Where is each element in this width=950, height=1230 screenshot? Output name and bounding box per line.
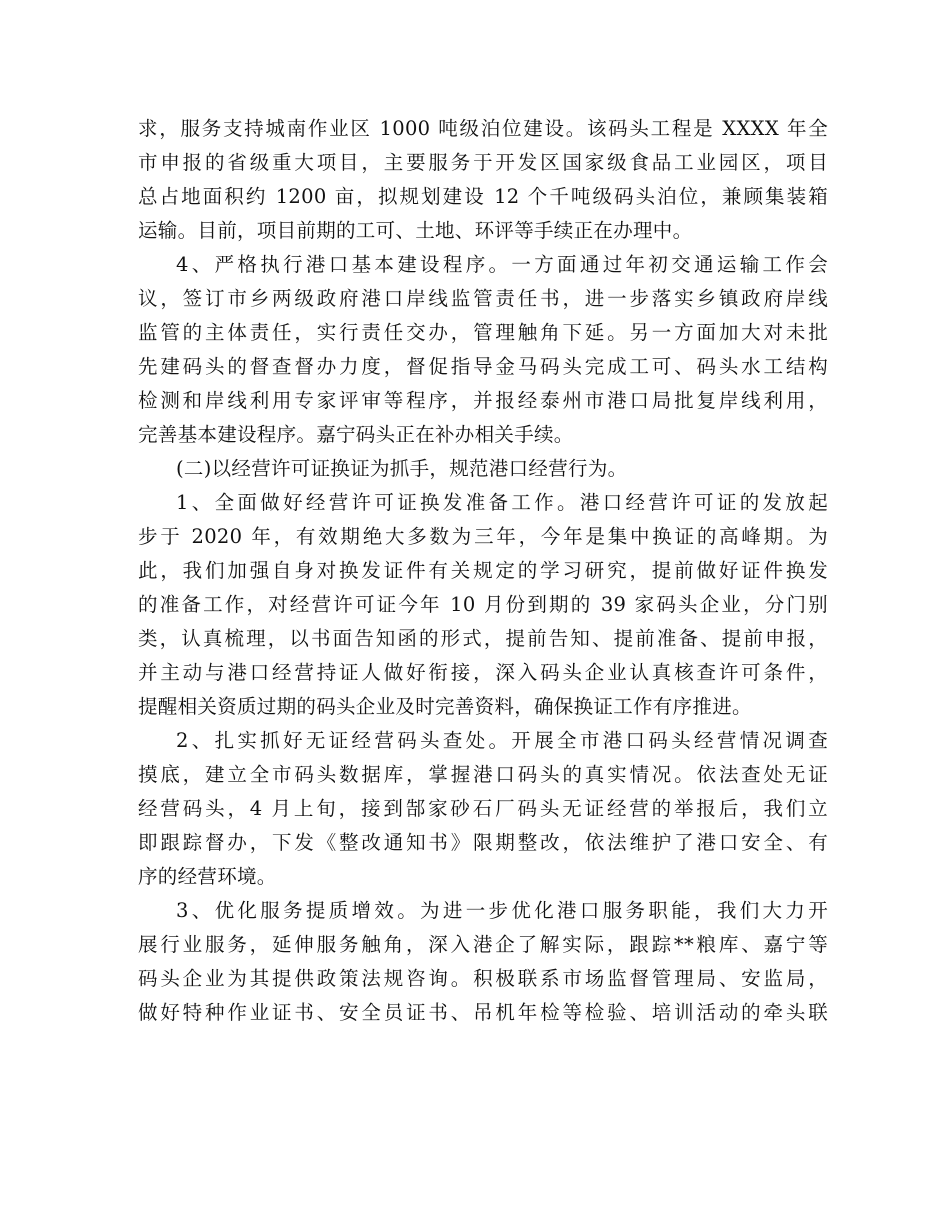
text-line: 此，我们加强自身对换发证件有关规定的学习研究，提前做好证件换发	[138, 559, 828, 582]
text-line: 监管的主体责任，实行责任交办，管理触角下延。另一方面加大对未批	[138, 321, 828, 344]
text-line: 步于 2020 年，有效期绝大多数为三年，今年是集中换证的高峰期。为	[138, 525, 828, 548]
text-line: 码头企业为其提供政策法规咨询。积极联系市场监督管理局、安监局，	[138, 967, 828, 990]
text-line: 序的经营环境。	[138, 865, 277, 888]
text-line: 总占地面积约 1200 亩，拟规划建设 12 个千吨级码头泊位，兼顾集装箱	[138, 185, 828, 208]
text-line: 检测和岸线利用专家评审等程序，并报经泰州市港口局批复岸线利用，	[138, 389, 828, 412]
text-line: 运输。目前，项目前期的工可、土地、环评等手续正在办理中。	[138, 219, 693, 242]
text-line: 2、扎实抓好无证经营码头查处。开展全市港口码头经营情况调查	[176, 729, 828, 752]
document-page	[138, 112, 828, 1030]
text-line: 4、严格执行港口基本建设程序。一方面通过年初交通运输工作会	[176, 253, 828, 276]
text-line: 展行业服务，延伸服务触角，深入港企了解实际，跟踪**粮库、嘉宁等	[138, 933, 828, 956]
text-line: 3、优化服务提质增效。为进一步优化港口服务职能，我们大力开	[176, 899, 828, 922]
text-line: 市申报的省级重大项目，主要服务于开发区国家级食品工业园区，项目	[138, 151, 828, 174]
paragraph-para-4	[138, 248, 828, 452]
paragraph-para-2-3	[138, 894, 828, 1030]
text-line: 即跟踪督办，下发《整改通知书》限期整改，依法维护了港口安全、有	[138, 831, 828, 854]
text-line: 求，服务支持城南作业区 1000 吨级泊位建设。该码头工程是 XXXX 年全	[138, 117, 828, 140]
text-line: 并主动与港口经营持证人做好衔接，深入码头企业认真核查许可条件，	[138, 661, 828, 684]
text-line: (二)以经营许可证换证为抓手，规范港口经营行为。	[176, 457, 628, 480]
text-line: 1、全面做好经营许可证换发准备工作。港口经营许可证的发放起	[176, 491, 828, 514]
text-line: 完善基本建设程序。嘉宁码头正在补办相关手续。	[138, 423, 574, 446]
text-line: 先建码头的督查督办力度，督促指导金马码头完成工可、码头水工结构	[138, 355, 828, 378]
paragraph-para-2-2	[138, 724, 828, 894]
text-line: 提醒相关资质过期的码头企业及时完善资料，确保换证工作有序推进。	[138, 695, 752, 718]
text-line: 类，认真梳理，以书面告知函的形式，提前告知、提前准备、提前申报，	[138, 627, 828, 650]
text-line: 经营码头，4 月上旬，接到郜家砂石厂码头无证经营的举报后，我们立	[138, 797, 828, 820]
text-line: 议，签订市乡两级政府港口岸线监管责任书，进一步落实乡镇政府岸线	[138, 287, 828, 310]
text-line: 做好特种作业证书、安全员证书、吊机年检等检验、培训活动的牵头联	[138, 1001, 828, 1024]
paragraph-section-2-heading	[138, 452, 828, 486]
paragraph-para-2-1	[138, 486, 828, 724]
paragraph-para-continued	[138, 112, 828, 248]
text-line: 摸底，建立全市码头数据库，掌握港口码头的真实情况。依法查处无证	[138, 763, 828, 786]
text-line: 的准备工作，对经营许可证今年 10 月份到期的 39 家码头企业，分门别	[138, 593, 828, 616]
